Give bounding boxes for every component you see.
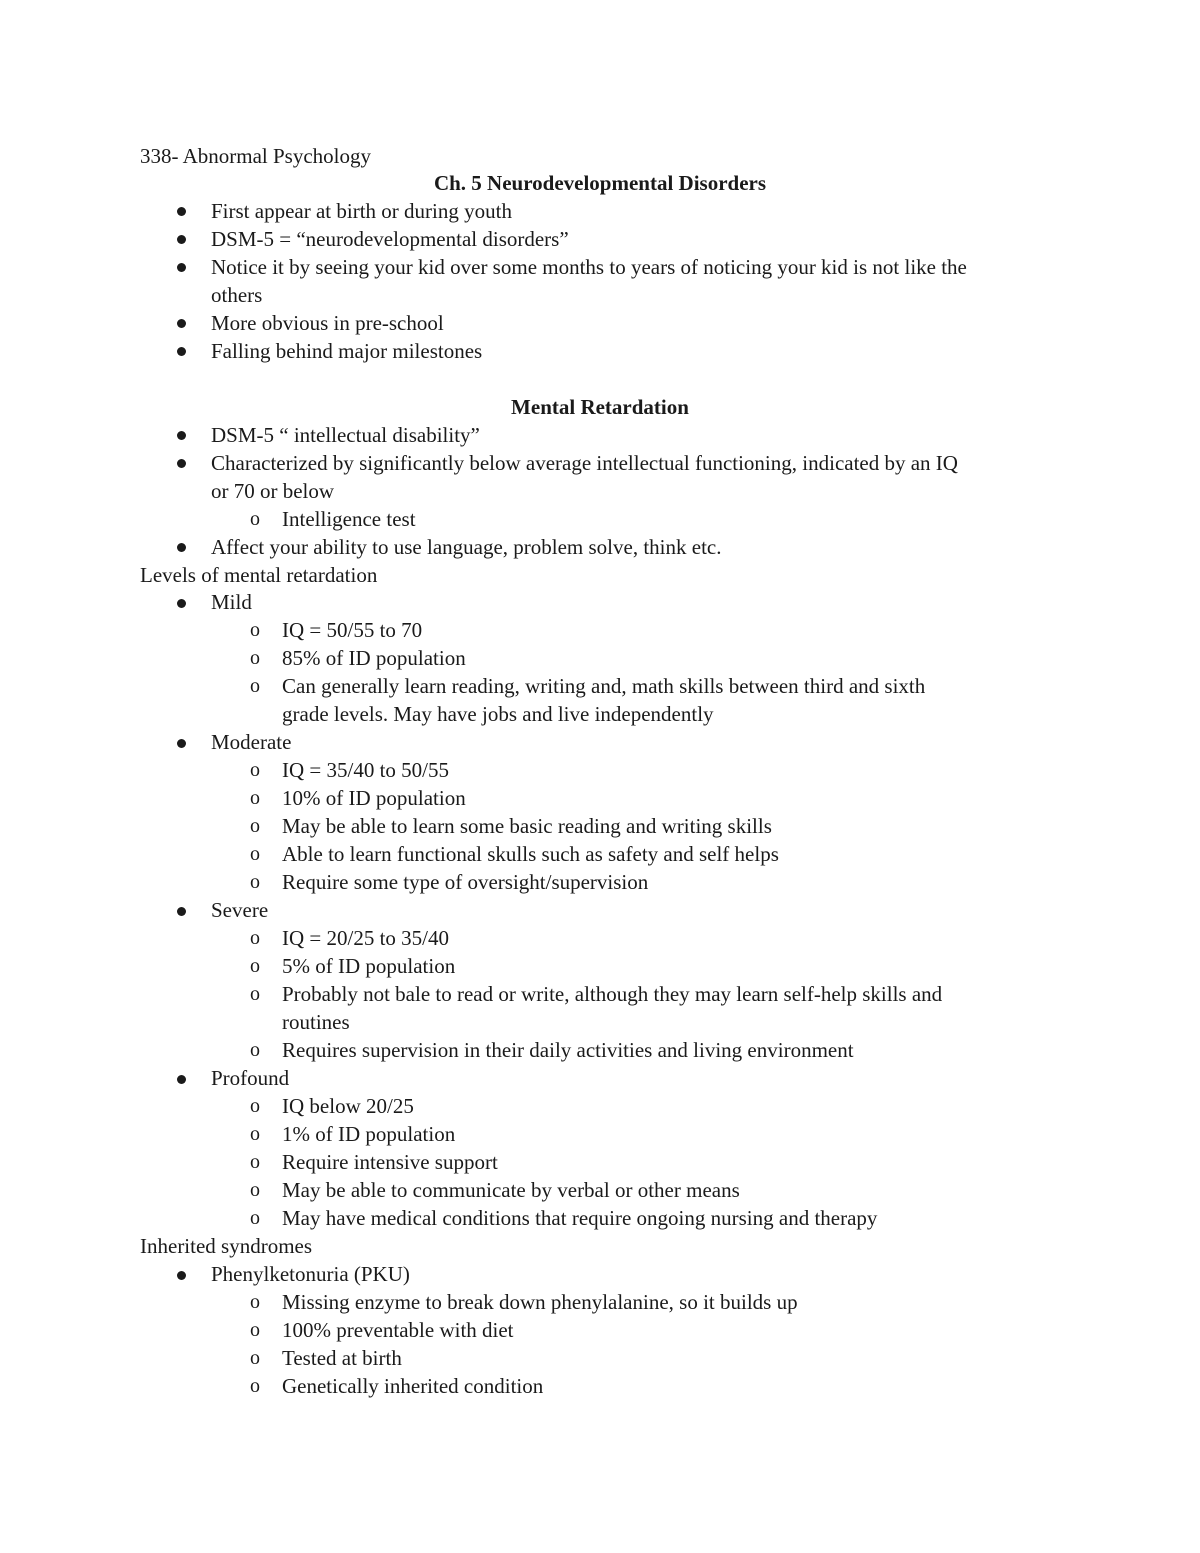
inherited-heading: Inherited syndromes — [140, 1234, 313, 1258]
sub-bullet-marker: o — [250, 871, 260, 893]
chapter-heading: Ch. 5 Neurodevelopmental Disorders — [433, 171, 767, 195]
pku-item-1: Missing enzyme to break down phenylalanine, so it builds up — [282, 1290, 798, 1314]
intro-bullet-2: DSM-5 = “neurodevelopmental disorders” — [211, 227, 569, 251]
severe-item-1: IQ = 20/25 to 35/40 — [282, 926, 450, 950]
intro-bullet-1: First appear at birth or during youth — [211, 199, 512, 223]
severe-label: Severe — [211, 898, 269, 922]
moderate-item-5: Require some type of oversight/supervision — [282, 870, 649, 894]
sub-bullet-marker: o — [250, 1375, 260, 1397]
bullet-dot — [177, 739, 186, 748]
moderate-item-4: Able to learn functional skulls such as safety and self helps — [282, 842, 779, 866]
pku-item-4: Genetically inherited condition — [282, 1374, 544, 1398]
sub-bullet-marker: o — [250, 619, 260, 641]
profound-item-5: May have medical conditions that require ongoing nursing and therapy — [282, 1206, 878, 1230]
mr-bullet-1: DSM-5 “ intellectual disability” — [211, 423, 480, 447]
mr-sub-1: Intelligence test — [282, 507, 416, 531]
profound-item-4: May be able to communicate by verbal or other means — [282, 1178, 740, 1202]
intro-bullet-3-cont: others — [211, 283, 263, 307]
sub-bullet-marker: o — [250, 1179, 260, 1201]
mild-label: Mild — [211, 590, 252, 614]
bullet-dot — [177, 1075, 186, 1084]
bullet-dot — [177, 207, 186, 216]
pku-item-2: 100% preventable with diet — [282, 1318, 514, 1342]
profound-item-3: Require intensive support — [282, 1150, 498, 1174]
sub-bullet-marker: o — [250, 1151, 260, 1173]
sub-bullet-marker: o — [250, 675, 260, 697]
levels-heading: Levels of mental retardation — [140, 563, 378, 587]
sub-bullet-marker: o — [250, 787, 260, 809]
mild-item-3: Can generally learn reading, writing and, math skills between third and sixth — [282, 674, 926, 698]
bullet-dot — [177, 543, 186, 552]
bullet-dot — [177, 235, 186, 244]
profound-item-2: 1% of ID population — [282, 1122, 456, 1146]
intro-bullet-3: Notice it by seeing your kid over some months to years of noticing your kid is not like the — [211, 255, 967, 279]
sub-bullet-marker: o — [250, 1039, 260, 1061]
intro-bullet-4: More obvious in pre-school — [211, 311, 444, 335]
sub-bullet-marker: o — [250, 927, 260, 949]
sub-bullet-marker: o — [250, 815, 260, 837]
bullet-dot — [177, 431, 186, 440]
sub-bullet-marker: o — [250, 1095, 260, 1117]
bullet-dot — [177, 1271, 186, 1280]
intro-bullet-5: Falling behind major milestones — [211, 339, 483, 363]
sub-bullet-marker: o — [250, 1319, 260, 1341]
sub-bullet-marker: o — [250, 759, 260, 781]
sub-bullet-marker: o — [250, 1347, 260, 1369]
moderate-item-1: IQ = 35/40 to 50/55 — [282, 758, 450, 782]
mild-item-3-cont: grade levels. May have jobs and live independently — [282, 702, 714, 726]
sub-bullet-marker: o — [250, 843, 260, 865]
bullet-dot — [177, 347, 186, 356]
moderate-label: Moderate — [211, 730, 292, 754]
severe-item-3: Probably not bale to read or write, although they may learn self-help skills and — [282, 982, 943, 1006]
severe-item-4: Requires supervision in their daily activities and living environment — [282, 1038, 854, 1062]
mr-bullet-3: Affect your ability to use language, problem solve, think etc. — [211, 535, 722, 559]
pku-label: Phenylketonuria (PKU) — [211, 1262, 410, 1286]
moderate-item-2: 10% of ID population — [282, 786, 466, 810]
sub-bullet-marker: o — [250, 983, 260, 1005]
sub-bullet-marker: o — [250, 955, 260, 977]
bullet-dot — [177, 263, 186, 272]
course-title: 338- Abnormal Psychology — [140, 144, 371, 168]
severe-item-2: 5% of ID population — [282, 954, 456, 978]
mr-heading: Mental Retardation — [511, 395, 689, 419]
bullet-dot — [177, 319, 186, 328]
bullet-dot — [177, 599, 186, 608]
bullet-dot — [177, 459, 186, 468]
bullet-dot — [177, 907, 186, 916]
mr-bullet-2-cont: or 70 or below — [211, 479, 335, 503]
mild-item-1: IQ = 50/55 to 70 — [282, 618, 423, 642]
mr-bullet-2: Characterized by significantly below average intellectual functioning, indicated by an IQ — [211, 451, 958, 475]
sub-bullet-marker: o — [250, 1123, 260, 1145]
severe-item-3-cont: routines — [282, 1010, 350, 1034]
pku-item-3: Tested at birth — [282, 1346, 402, 1370]
sub-bullet-marker: o — [250, 508, 260, 530]
sub-bullet-marker: o — [250, 1207, 260, 1229]
profound-label: Profound — [211, 1066, 290, 1090]
sub-bullet-marker: o — [250, 647, 260, 669]
moderate-item-3: May be able to learn some basic reading and writing skills — [282, 814, 772, 838]
profound-item-1: IQ below 20/25 — [282, 1094, 414, 1118]
sub-bullet-marker: o — [250, 1291, 260, 1313]
mild-item-2: 85% of ID population — [282, 646, 466, 670]
